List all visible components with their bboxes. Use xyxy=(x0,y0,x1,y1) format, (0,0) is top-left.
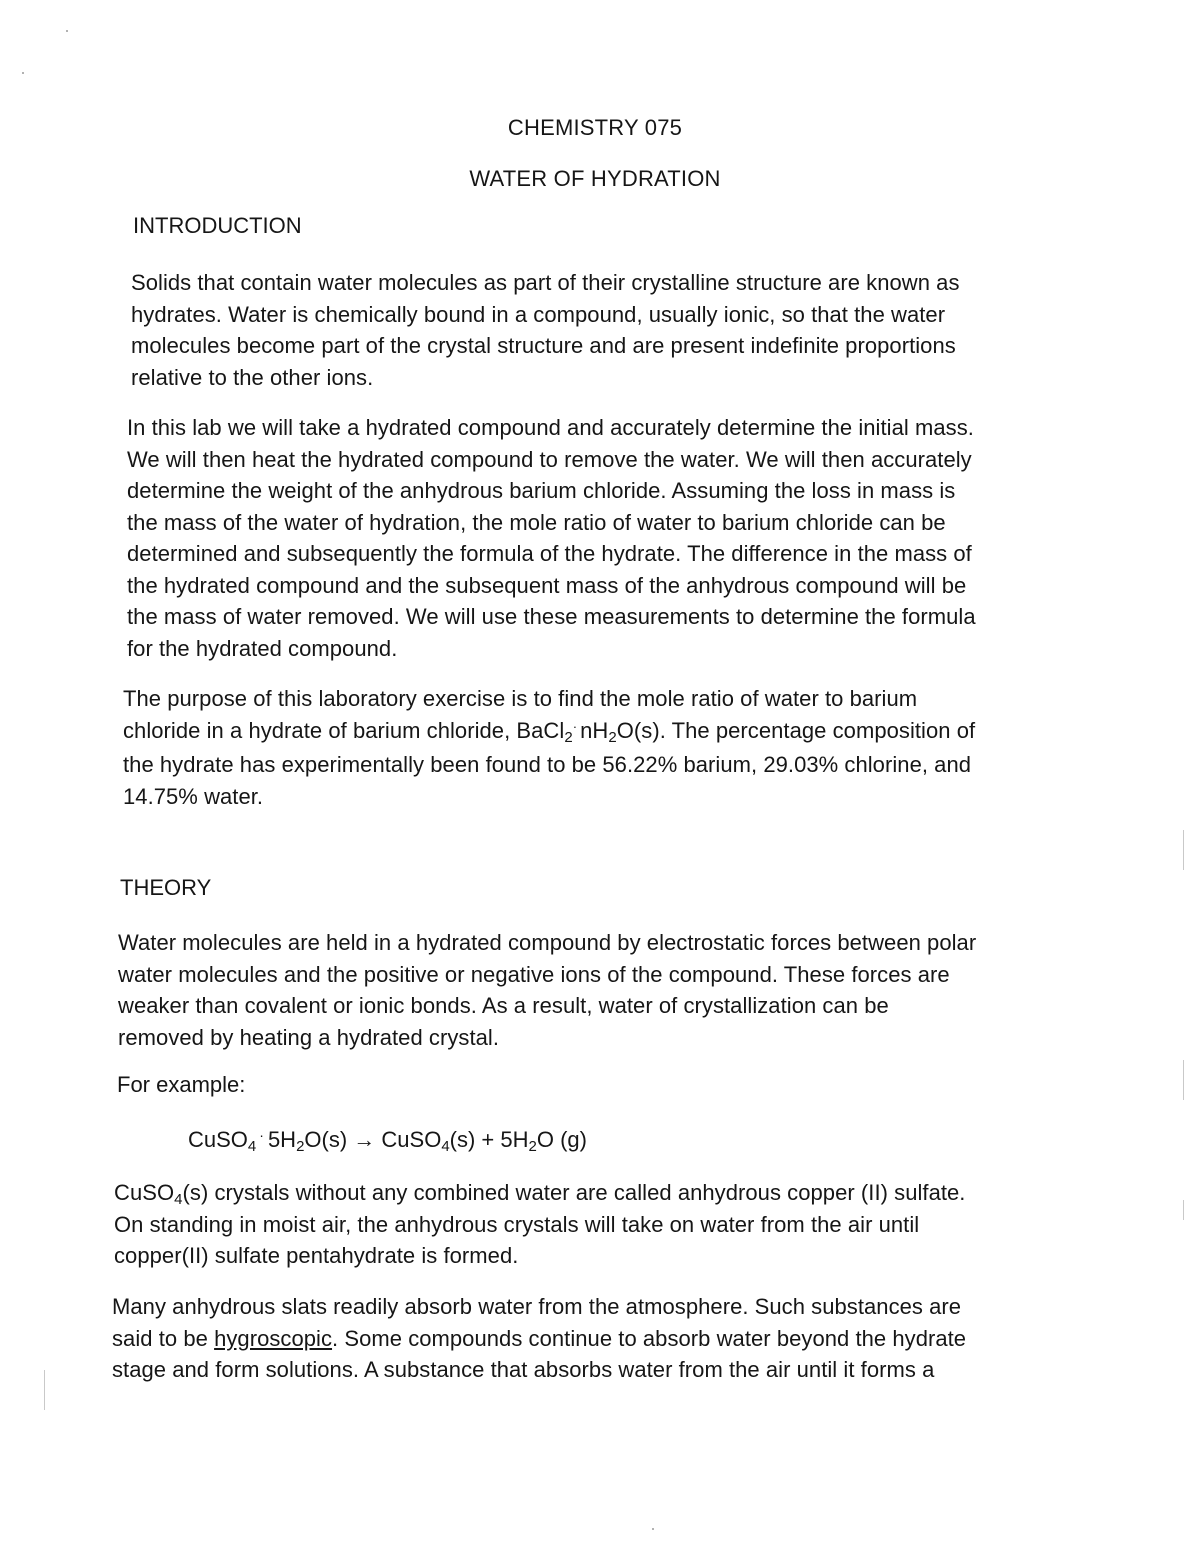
text-line: weaker than covalent or ionic bonds. As a result, water of crystallization can be xyxy=(118,993,889,1018)
text-line-formula xyxy=(114,1177,1049,1209)
eq-term: O(s) → CuSO xyxy=(304,1127,442,1152)
introduction-paragraph-3 xyxy=(123,683,1058,812)
introduction-paragraph-2 xyxy=(127,412,1062,664)
scan-edge-mark xyxy=(1183,830,1184,870)
text-run: nH xyxy=(580,717,609,743)
text-line-formula xyxy=(123,715,1058,750)
course-title: CHEMISTRY 075 xyxy=(507,115,683,140)
text-line: In this lab we will take a hydrated compound and accurately determine the initial mass. xyxy=(127,415,974,440)
scan-edge-mark xyxy=(1183,1060,1184,1100)
text-run: said to be xyxy=(112,1325,215,1351)
text-line-with-term xyxy=(112,1323,1047,1355)
theory-heading: THEORY xyxy=(120,875,212,900)
text-line: Many anhydrous slats readily absorb water from the atmosphere. Such substances are xyxy=(112,1294,962,1319)
text-line: 14.75% water. xyxy=(123,783,264,809)
subscript: 4 xyxy=(441,1138,450,1155)
text-line: copper(II) sulfate pentahydrate is formed. xyxy=(114,1243,519,1268)
theory-paragraph-3 xyxy=(112,1291,1047,1386)
text-line: relative to the other ions. xyxy=(131,364,374,390)
text-run: CuSO xyxy=(114,1180,175,1205)
text-line: determine the weight of the anhydrous barium chloride. Assuming the loss in mass is xyxy=(127,478,956,503)
text-line: water molecules and the positive or negative ions of the compound. These forces are xyxy=(118,961,950,987)
text-line: the mass of the water of hydration, the mole ratio of water to barium chloride can be xyxy=(127,509,946,535)
text-line: We will then heat the hydrated compound to remove the water. We will then accurately xyxy=(127,446,972,472)
text-line: The purpose of this laboratory exercise is to find the mole ratio of water to barium xyxy=(123,686,918,711)
eq-term: O (g) xyxy=(536,1127,587,1152)
text-line: On standing in moist air, the anhydrous crystals will take on water from the air until xyxy=(114,1211,920,1237)
subscript: 2 xyxy=(296,1138,305,1155)
scan-speck xyxy=(22,72,24,74)
text-line: for the hydrated compound. xyxy=(127,635,398,661)
text-run: O(s). The percentage composition of xyxy=(616,717,976,743)
text-line: removed by heating a hydrated crystal. xyxy=(118,1024,499,1050)
scan-edge-mark xyxy=(1183,1200,1184,1220)
lab-title: WATER OF HYDRATION xyxy=(469,166,721,191)
text-line: hydrates. Water is chemically bound in a compound, usually ionic, so that the water xyxy=(131,301,946,327)
introduction-heading: INTRODUCTION xyxy=(133,213,302,238)
introduction-paragraph-1 xyxy=(131,267,1066,393)
text-line: molecules become part of the crystal structure and are present indefinite proportions xyxy=(131,333,956,358)
text-line: the hydrated compound and the subsequent mass of the anhydrous compound will be xyxy=(127,572,967,598)
eq-term: CuSO xyxy=(188,1127,248,1152)
eq-term: (s) + 5H xyxy=(449,1127,529,1152)
text-line: stage and form solutions. A substance that absorbs water from the air until it forms a xyxy=(112,1357,935,1382)
subscript: 2 xyxy=(608,728,617,746)
chemical-equation xyxy=(188,1124,587,1158)
scan-speck xyxy=(652,1528,654,1530)
text-run: chloride in a hydrate of barium chloride, BaCl xyxy=(123,717,565,743)
subscript: 2 xyxy=(528,1138,537,1155)
text-line: determined and subsequently the formula of the hydrate. The difference in the mass of xyxy=(127,541,972,566)
hydrate-dot: · xyxy=(572,718,578,734)
eq-term: 5H xyxy=(267,1127,297,1152)
underlined-term-hygroscopic: hygroscopic xyxy=(214,1325,333,1351)
text-run: (s) crystals without any combined water are called anhydrous copper (II) sulfate. xyxy=(182,1180,966,1205)
example-label: For example: xyxy=(117,1072,246,1097)
text-run: . Some compounds continue to absorb water beyond the hydrate xyxy=(332,1325,967,1351)
theory-paragraph-1 xyxy=(118,927,1053,1053)
text-line: Water molecules are held in a hydrated compound by electrostatic forces between polar xyxy=(118,930,977,955)
subscript: 4 xyxy=(247,1138,257,1155)
subscript: 2 xyxy=(564,728,573,746)
text-line: the hydrate has experimentally been found to be 56.22% barium, 29.03% chlorine, and xyxy=(123,752,972,777)
scan-edge-mark xyxy=(44,1370,45,1410)
text-line: the mass of water removed. We will use these measurements to determine the formula xyxy=(127,604,976,629)
hydrate-dot: · xyxy=(259,1127,264,1143)
text-line: Solids that contain water molecules as part of their crystalline structure are known as xyxy=(131,270,960,295)
scan-speck xyxy=(66,30,68,32)
subscript: 4 xyxy=(174,1191,183,1208)
theory-paragraph-2 xyxy=(114,1177,1049,1272)
